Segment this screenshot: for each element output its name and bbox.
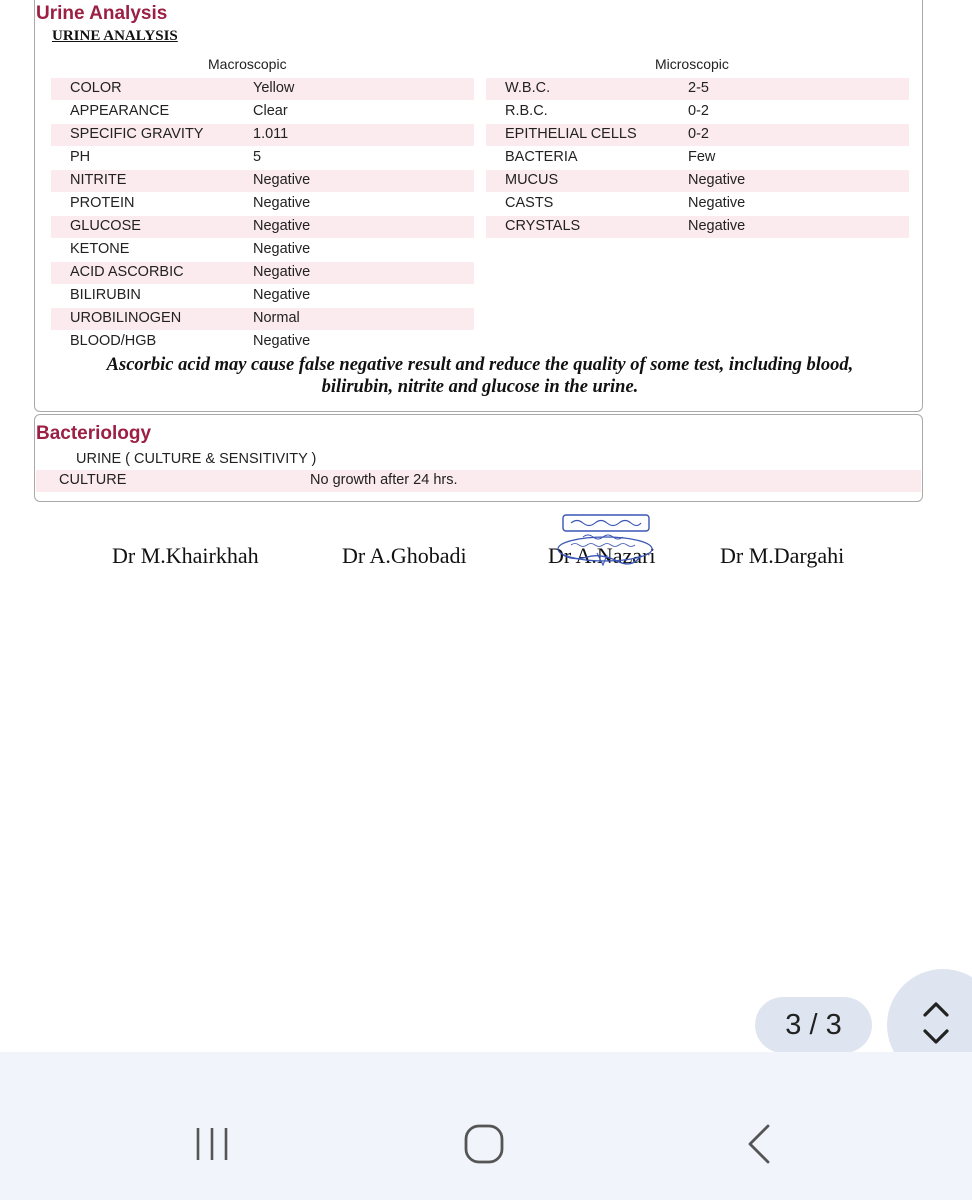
section-title-urine: Urine Analysis — [36, 3, 168, 24]
table-row — [51, 239, 474, 261]
test-value: 2-5 — [688, 80, 709, 96]
table-row — [486, 170, 909, 192]
test-value: Negative — [253, 287, 311, 303]
test-value: Few — [688, 149, 716, 165]
test-value: 5 — [253, 149, 262, 165]
table-row — [51, 78, 474, 100]
test-value: Negative — [253, 241, 311, 257]
table-row — [486, 124, 909, 146]
doctor-name: Dr M.Khairkhah — [112, 543, 259, 568]
test-name: CRYSTALS — [505, 218, 581, 234]
table-row — [51, 124, 474, 146]
page-indicator: 3 / 3 — [755, 997, 872, 1053]
test-value: Negative — [253, 333, 311, 349]
table-row — [486, 193, 909, 215]
test-name: CASTS — [505, 195, 554, 211]
table-row — [51, 193, 474, 215]
test-name: ACID ASCORBIC — [70, 264, 184, 280]
test-name: BILIRUBIN — [70, 287, 141, 303]
test-name: PH — [70, 149, 91, 165]
home-button[interactable] — [462, 1122, 506, 1166]
table-row — [486, 78, 909, 100]
table-row — [51, 331, 474, 353]
test-value: Negative — [253, 172, 311, 188]
table-row — [51, 101, 474, 123]
table-row — [36, 470, 921, 492]
test-name: SPECIFIC GRAVITY — [70, 126, 204, 142]
recents-button[interactable] — [190, 1124, 234, 1164]
doctor-name: Dr A.Nazari — [548, 543, 656, 568]
test-name: KETONE — [70, 241, 130, 257]
test-name: W.B.C. — [505, 80, 551, 96]
back-button[interactable] — [744, 1122, 774, 1166]
test-value: Yellow — [253, 80, 295, 96]
test-value: Negative — [688, 172, 746, 188]
table-row — [51, 262, 474, 284]
test-name: APPEARANCE — [70, 103, 170, 119]
test-name: MUCUS — [505, 172, 559, 188]
table-row — [51, 147, 474, 169]
test-name: NITRITE — [70, 172, 127, 188]
test-name: EPITHELIAL CELLS — [505, 126, 637, 142]
note-line-1: Ascorbic acid may cause false negative result and reduce the quality of some test, including blood, — [106, 355, 854, 375]
table-row — [486, 147, 909, 169]
test-value: Negative — [253, 218, 311, 234]
table-row — [486, 101, 909, 123]
test-name: PROTEIN — [70, 195, 135, 211]
recents-icon — [190, 1124, 234, 1164]
test-value: Negative — [688, 218, 746, 234]
section-title-bacteriology: Bacteriology — [36, 423, 152, 444]
lab-stamp-icon — [557, 513, 653, 571]
table-row — [51, 216, 474, 238]
test-name: BACTERIA — [505, 149, 578, 165]
table-row — [51, 170, 474, 192]
macroscopic-header: Macroscopic — [208, 56, 287, 72]
doctor-name: Dr A.Ghobadi — [342, 543, 467, 568]
ascorbic-acid-note — [55, 354, 905, 398]
test-value: Negative — [253, 195, 311, 211]
test-value: 0-2 — [688, 103, 709, 119]
test-value: 0-2 — [688, 126, 709, 142]
chevron-up-down-icon — [921, 997, 951, 1049]
microscopic-header: Microscopic — [655, 56, 729, 72]
test-name: R.B.C. — [505, 103, 548, 119]
table-row — [51, 308, 474, 330]
table-row — [51, 285, 474, 307]
test-value: Negative — [688, 195, 746, 211]
culture-test-name: URINE ( CULTURE & SENSITIVITY ) — [76, 451, 317, 467]
table-row — [486, 216, 909, 238]
culture-value: No growth after 24 hrs. — [310, 472, 458, 488]
test-value: Negative — [253, 264, 311, 280]
urine-analysis-panel — [34, 0, 923, 412]
test-name: COLOR — [70, 80, 122, 96]
culture-label: CULTURE — [59, 472, 127, 488]
sub-title-urine: URINE ANALYSIS — [52, 28, 178, 44]
back-icon — [744, 1122, 774, 1166]
doctor-name: Dr M.Dargahi — [720, 543, 845, 568]
test-name: BLOOD/HGB — [70, 333, 157, 349]
home-icon — [462, 1122, 506, 1166]
note-line-2: bilirubin, nitrite and glucose in the urine. — [321, 377, 639, 397]
test-value: Clear — [253, 103, 288, 119]
system-navigation-bar — [0, 1052, 972, 1200]
test-name: UROBILINOGEN — [70, 310, 182, 326]
test-value: 1.011 — [253, 126, 289, 142]
test-value: Normal — [253, 310, 300, 326]
test-name: GLUCOSE — [70, 218, 141, 234]
bacteriology-panel — [34, 414, 923, 502]
